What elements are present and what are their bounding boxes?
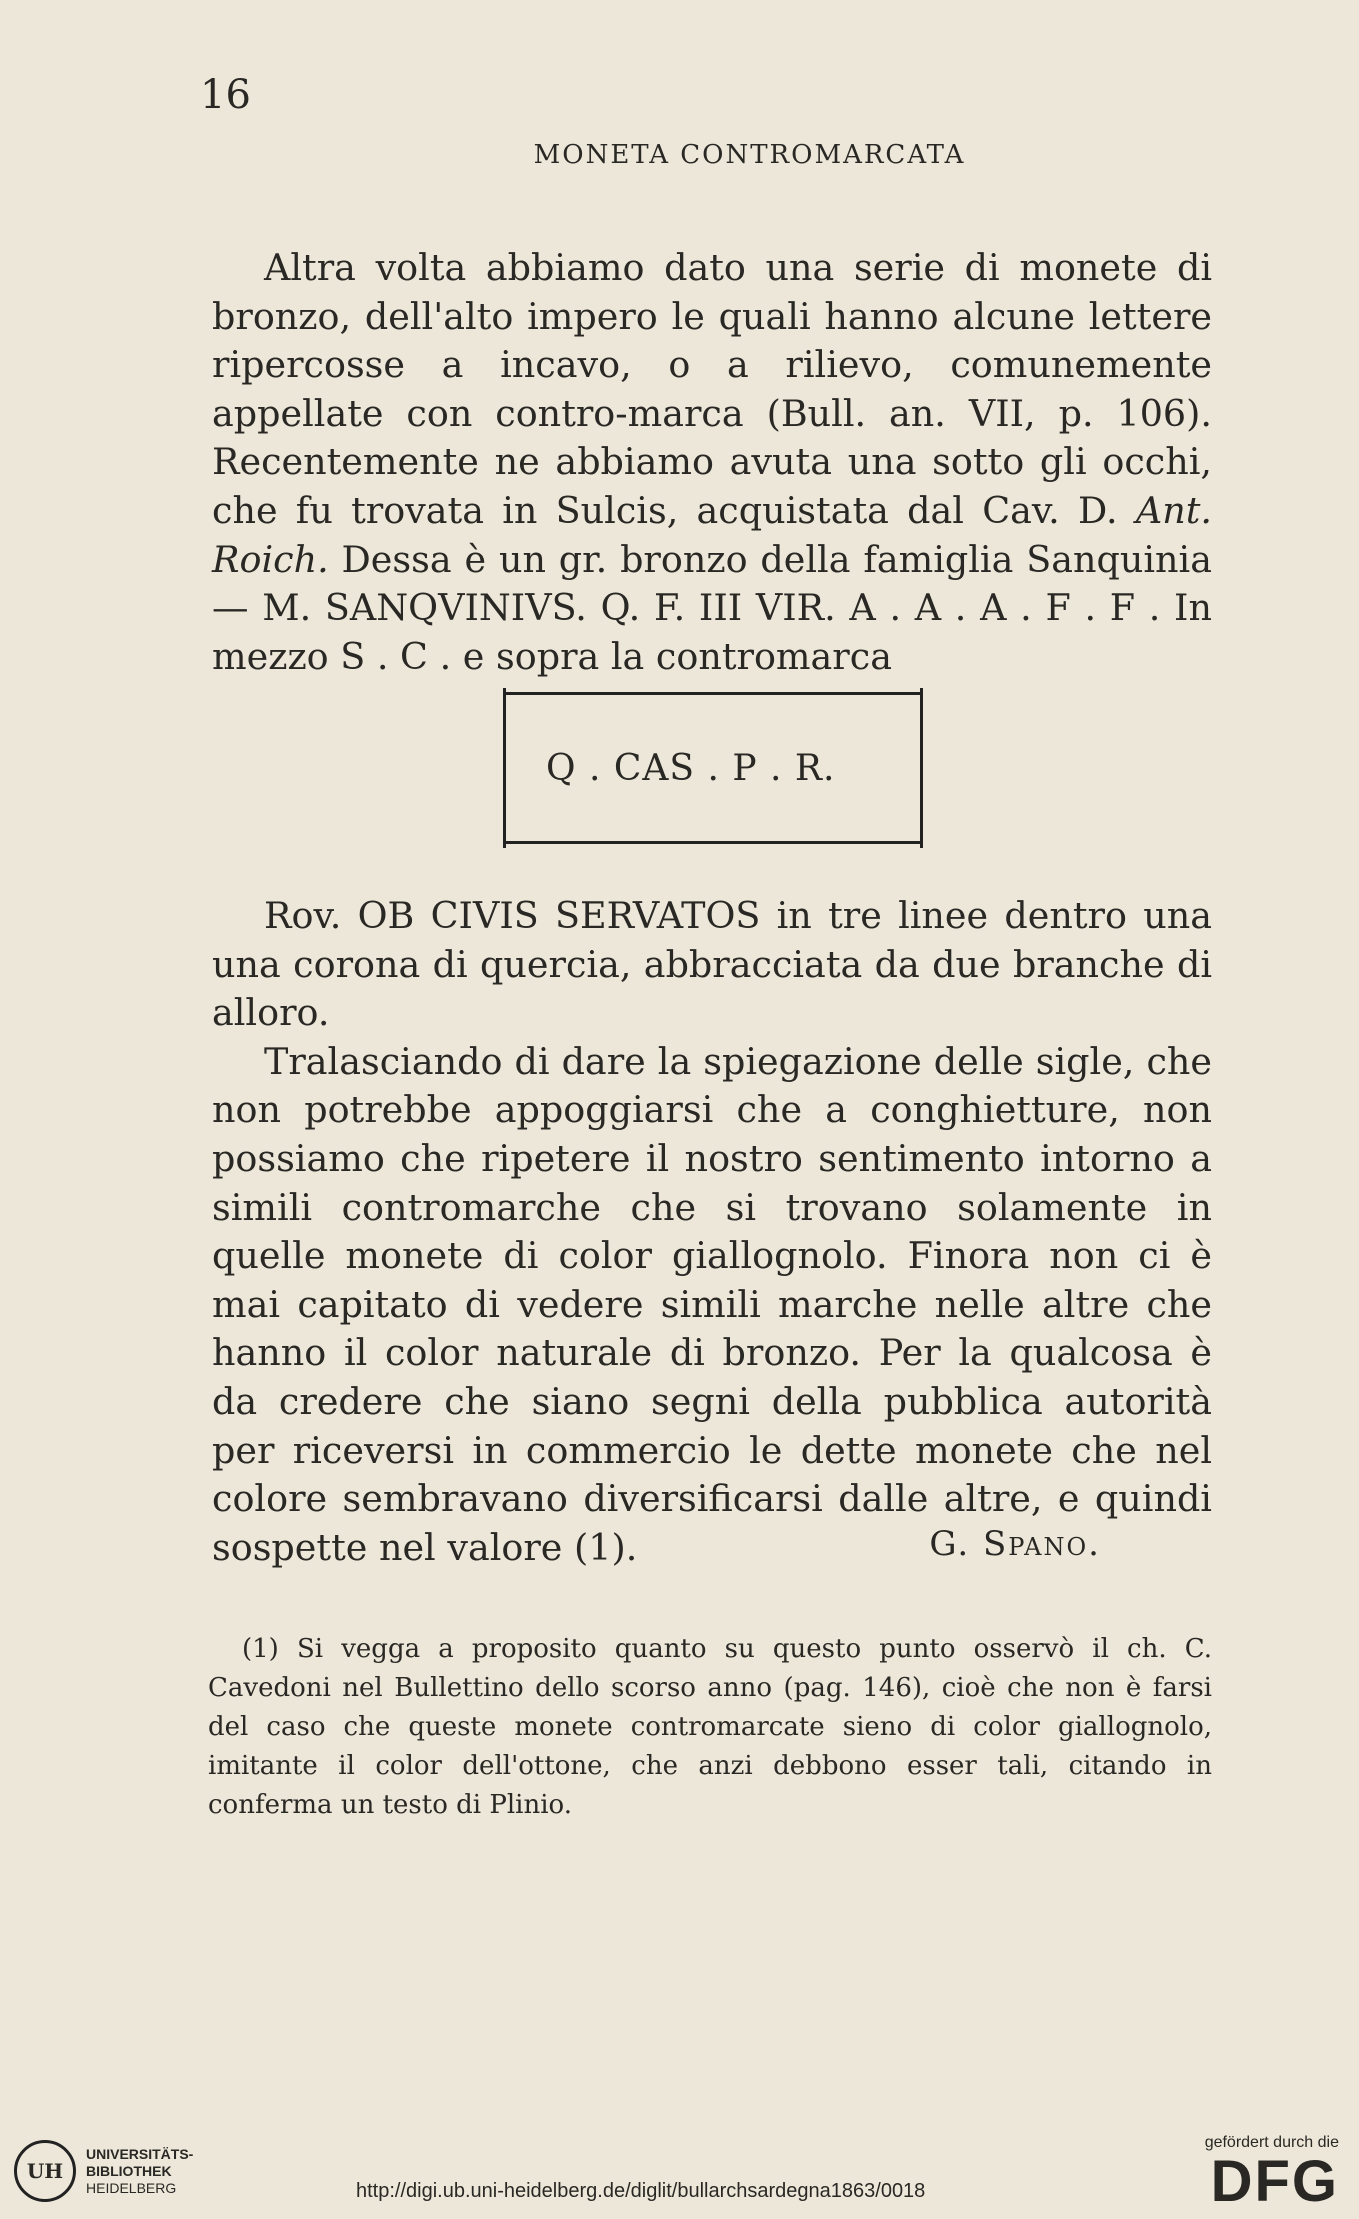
collector-name: Ant. Roich. — [212, 488, 1212, 581]
funding-caption: gefördert durch die — [1204, 2134, 1339, 2151]
paragraph-block — [212, 892, 1212, 1572]
footnote — [208, 1630, 1212, 1825]
funding-logo[interactable] — [1205, 2134, 1339, 2212]
university-seal-icon: UH — [14, 2140, 76, 2202]
countermark-text: Q . CAS . P . R. — [546, 748, 836, 789]
page-number: 16 — [200, 72, 251, 118]
library-line-2: BIBLIOTHEK — [86, 2162, 172, 2179]
dfg-logo-icon: DFG — [1210, 2149, 1339, 2214]
intro-text-continued: Dessa è un gr. bronzo della famiglia Sanquinia — M. SANQVINIVS. Q. F. III VIR. A . A . A . F . F . In mezzo S . C . e sopra la contromarca — [212, 537, 1212, 678]
library-logo[interactable] — [14, 2140, 193, 2202]
paragraph-intro — [212, 244, 1212, 681]
countermark-box — [503, 688, 923, 848]
paragraph-reverse: Rov. OB CIVIS SERVATOS in tre linee dentro una una corona di quercia, abbracciata da due branche di alloro. — [212, 894, 1212, 1035]
library-line-3: HEIDELBERG — [86, 2179, 177, 2196]
intro-text: Altra volta abbiamo dato una serie di monete di bronzo, dell'alto impero le quali hanno alcune lettere ripercosse a incavo, o a rilievo, comunemente appellate con contro-marca (Bull. an. VII, p. 106). Recentemente ne abbiamo avuta una sotto gli occhi, che fu trovata in Sulcis, acquistata dal Cav. D. — [212, 246, 1212, 532]
page-title: MONETA CONTROMARCATA — [533, 140, 966, 170]
author-signature: G. Spano. — [929, 1524, 1101, 1564]
footnote-text: (1) Si vegga a proposito quanto su questo punto osservò il ch. C. Cavedoni nel Bullettino dello scorso anno (pag. 146), cioè che non è farsi del caso che queste monete contromarcate sieno di color giallognolo, imitante il color dell'ottone, che anzi debbono esser tali, citando in conferma un testo di Plinio. — [208, 1634, 1212, 1820]
permalink-url[interactable]: http://digi.ub.uni-heidelberg.de/diglit/bullarchsardegna1863/0018 — [356, 2180, 926, 2202]
library-line-1: UNIVERSITÄTS- — [86, 2145, 194, 2162]
paragraph-discussion: Tralasciando di dare la spiegazione delle sigle, che non potrebbe appoggiarsi che a conghietture, non possiamo che ripetere il nostro sentimento intorno a simili contromarche che si trovano solamente in quelle monete di color giallognolo. Finora non ci è mai capitato di vedere simili marche nelle altre che hanno il color naturale di bronzo. Per la qualcosa è da credere che siano segni della pubblica autorità per riceversi in commercio le dette monete che nel colore sembravano diversificarsi dalle altre, e quindi sospette nel valore (1). — [212, 1039, 1212, 1569]
library-name — [86, 2146, 193, 2197]
